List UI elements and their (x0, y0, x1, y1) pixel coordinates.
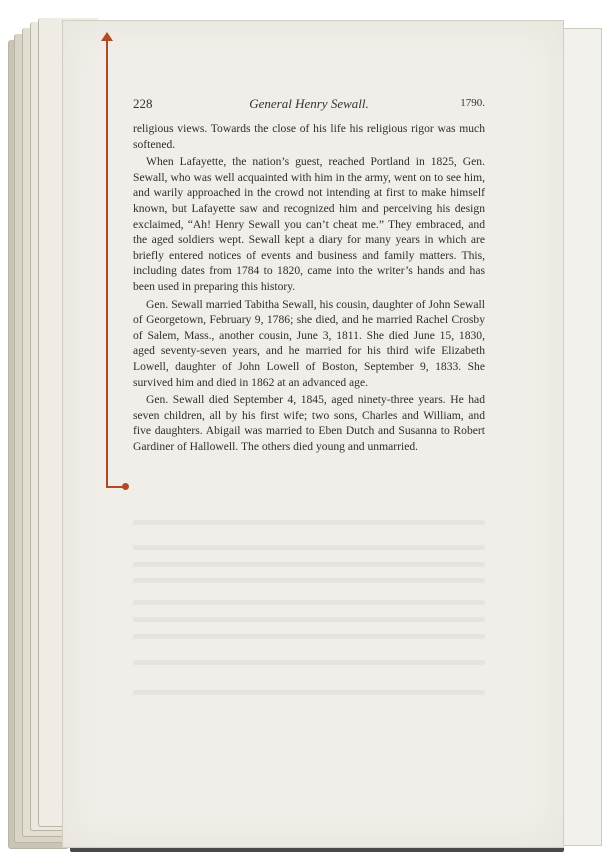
bleed-through-line (133, 690, 485, 695)
paragraph: Gen. Sewall died September 4, 1845, aged ninety-three years. He had seven children, all by his first wife; two sons, Charles and William, and five daughters. Abigail was married to Eben Dutch and Susanna to Robert Gardiner of Hallowell. The others died young and unmarried. (133, 393, 485, 453)
bleed-through-line (133, 545, 485, 550)
paragraph: Gen. Sewall married Tabitha Sewall, his cousin, daughter of John Sewall of Georgetown, February 9, 1786; she died, and he married Rachel Crosby of Salem, Mass., another cousin, June 3, 1811. She died June 15, 1830, aged seventy-seven years, and he married for his third wife Elizabeth Lowell, daughter of John Lowell of Boston, September 9, 1833. She survived him and died in 1862 at an advanced age. (133, 297, 485, 389)
running-header (133, 96, 485, 114)
marker-dot-icon (122, 483, 129, 490)
bleed-through-line (133, 520, 485, 525)
paragraph: religious views. Towards the close of his life his religious rigor was much softened. (133, 122, 485, 151)
bleed-through-line (133, 617, 485, 622)
page-number: 228 (133, 96, 153, 111)
bleed-through-line (133, 562, 485, 567)
passage-marker-line (106, 38, 108, 487)
bleed-through-line (133, 660, 485, 665)
paragraph: When Lafayette, the nation’s guest, reached Portland in 1825, Gen. Sewall, who was well acquainted with him in the army, went on to see him, and warily approached in the crowd not intending at first to make himself known, but Lafayette saw and recognized him and perceiving his design exclaimed, “Ah! Henry Sewall you can’t cheat me.” They embraced, and the aged soldiers wept. Sewall kept a diary for many years in which are briefly entered notices of events and business and family matters. This, including dates from 1784 to 1820, came into the writer’s hands and has been used in preparing this history. (133, 155, 485, 293)
bleed-through-line (133, 578, 485, 583)
body-text (133, 121, 485, 454)
right-page-flap (560, 28, 602, 846)
header-year: 1790. (460, 97, 485, 109)
running-title: General Henry Sewall. (249, 96, 369, 111)
bleed-through-line (133, 600, 485, 605)
bleed-through-line (133, 634, 485, 639)
arrow-up-icon (101, 32, 113, 41)
